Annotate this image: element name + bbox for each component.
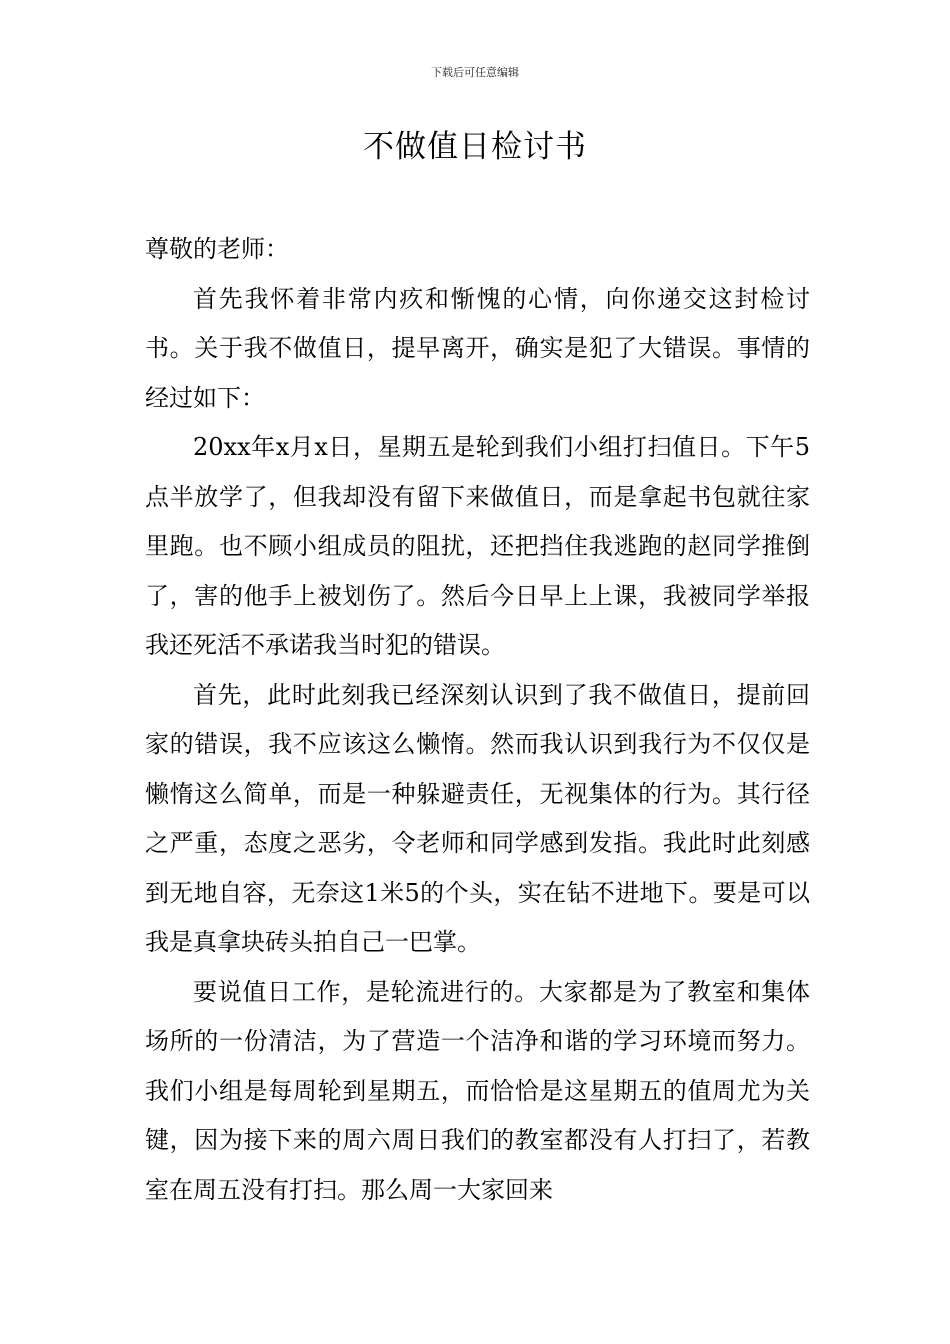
paragraph-1: 首先我怀着非常内疚和惭愧的心情，向你递交这封检讨书。关于我不做值日，提早离开，确实是犯了大错误。事情的经过如下： (145, 284, 810, 412)
document-title: 不做值日检讨书 (363, 129, 587, 165)
header-note: 下载后可任意编辑 (431, 66, 519, 79)
paragraph-3: 首先，此时此刻我已经深刻认识到了我不做值日，提前回家的错误，我不应该这么懒惰。然而我认识到我行为不仅仅是懒惰这么简单，而是一种躲避责任，无视集体的行为。其行径之严重，态度之恶劣，令老师和同学感到发指。我此时此刻感到无地自容，无奈这1米5的个头，实在钻不进地下。要是可以我是真拿块砖头拍自己一巴掌。 (145, 680, 810, 956)
salutation: 尊敬的老师： (145, 235, 289, 263)
paragraph-4: 要说值日工作，是轮流进行的。大家都是为了教室和集体场所的一份清洁，为了营造一个洁净和谐的学习环境而努力。我们小组是每周轮到星期五，而恰恰是这星期五的值周尤为关键，因为接下来的周六周日我们的教室都没有人打扫了，若教室在周五没有打扫。那么周一大家回来 (145, 977, 810, 1204)
paragraph-2: 20xx年x月x日，星期五是轮到我们小组打扫值日。下午5点半放学了，但我却没有留下来做值日，而是拿起书包就往家里跑。也不顾小组成员的阻扰，还把挡住我逃跑的赵同学推倒了，害的他手上被划伤了。然后今日早上上课，我被同学举报我还死活不承诺我当时犯的错误。 (145, 433, 810, 659)
document-body (145, 225, 810, 1215)
